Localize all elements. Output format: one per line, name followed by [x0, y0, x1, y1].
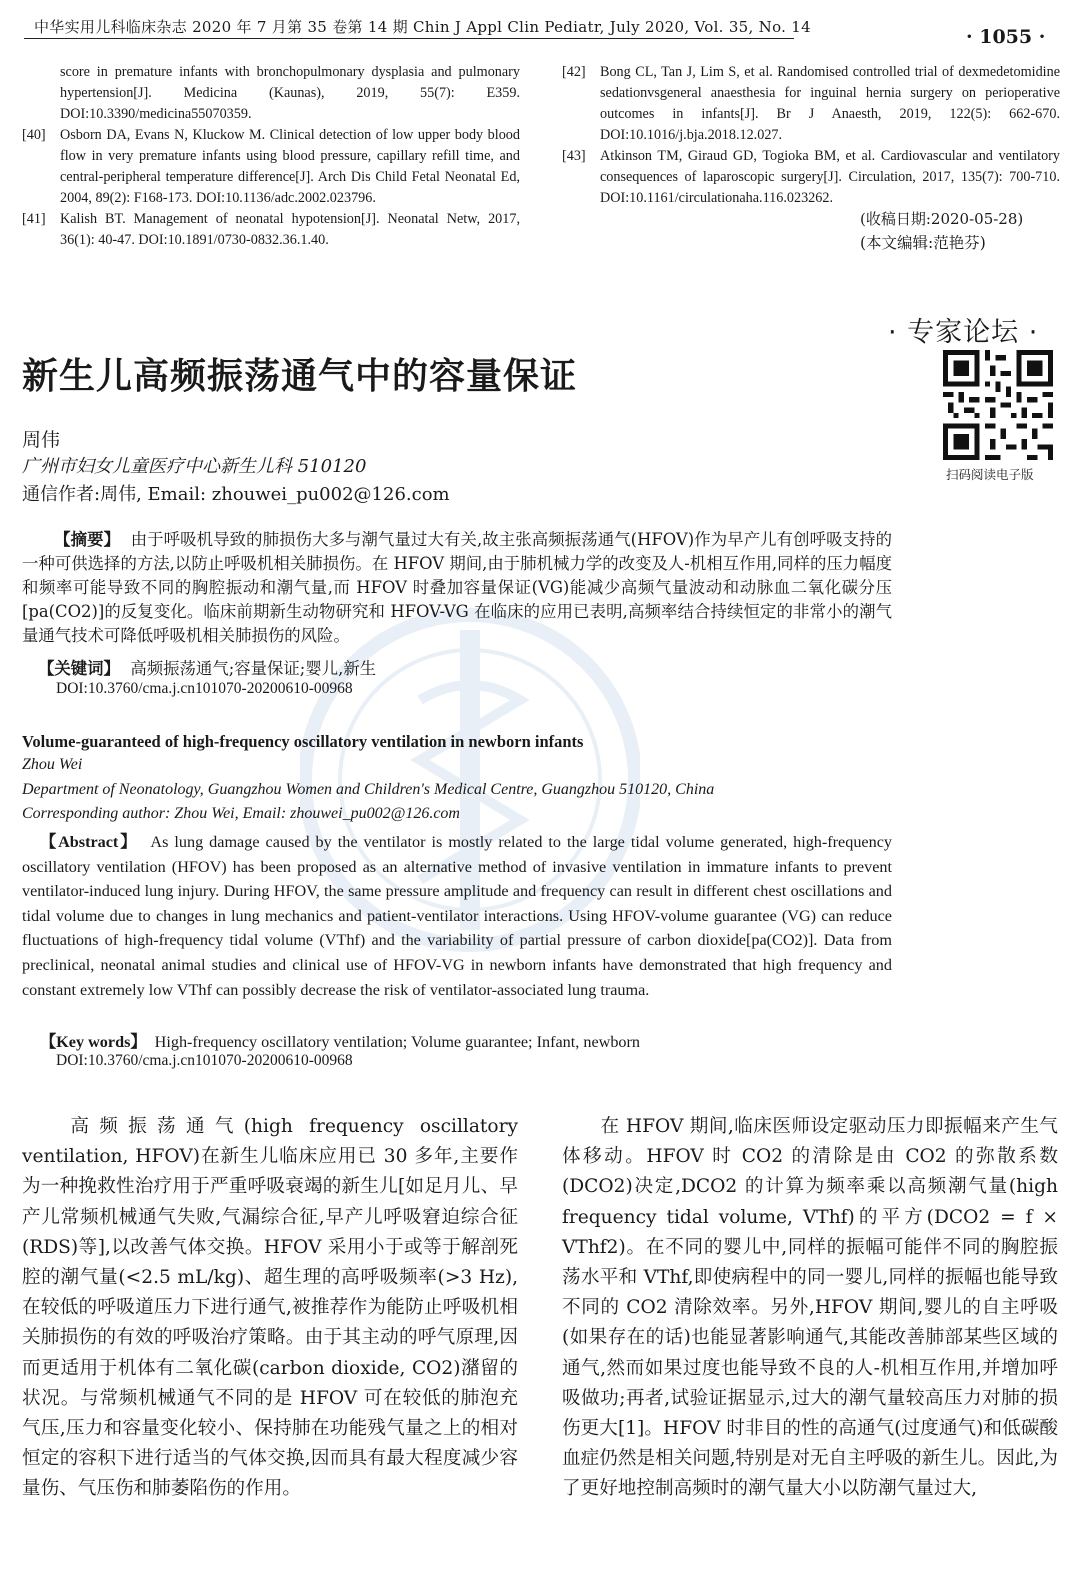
reference-text: Atkinson TM, Giraud GD, Togioka BM, et al. Cardiovascular and ventilatory consequences of laparoscopic surgery[J]. Circulation, 2017, 135(7): 700-710. DOI:10.1161/circulationaha.116.023262. — [600, 148, 1060, 206]
reference-text: Bong CL, Tan J, Lim S, et al. Randomised controlled trial of dexmedetomidine sedationvsgeneral anaesthesia for inguinal hernia surgery on perioperative outcomes in infants[J]. Br J Anaesth, 2019, 122(5): 662-670. DOI:10.1016/j.bja.2018.12.027. — [600, 64, 1060, 143]
author-affiliation: 广州市妇女儿童医疗中心新生儿科 510120 — [22, 456, 367, 477]
references-left — [22, 62, 520, 251]
abstract-en — [22, 830, 892, 1002]
editor-note: (本文编辑:范艳芬) — [860, 234, 986, 252]
keywords-cn-label: 【关键词】 — [38, 659, 120, 678]
reference-number: [42] — [562, 64, 586, 80]
reference-text: score in premature infants with bronchopulmonary dysplasia and pulmonary hypertension[J]. Medicina (Kaunas), 2019, 55(7): E359. DOI:10.3390/medicina55070359. — [60, 64, 520, 122]
author-name: 周伟 — [22, 429, 61, 451]
body-paragraph: 高频振荡通气(high frequency oscillatory ventilation, HFOV)在新生儿临床应用已 30 多年,主要作为一种挽救性治疗用于严重呼吸衰竭的新生儿[如足月儿、早产儿常频机械通气失败,气漏综合征,早产儿呼吸窘迫综合征(RDS)等],以改善气体交换。HFOV 采用小于或等于解剖死腔的潮气量(<2.5 mL/kg)、超生理的高呼吸频率(>3 Hz),在较低的呼吸道压力下进行通气,被推荐作为能防止呼吸机相关肺损伤的有效的呼吸治疗策略。由于其主动的呼气原理,因而更适用于机体有二氧化碳(carbon dioxide, CO2)潴留的状况。与常频机械通气不同的是 HFOV 可在较低的肺泡充气压,压力和容量变化较小、保持肺在功能残气量之上的相对恒定的容积下进行适当的气体交换,因而具有最大程度减少容量伤、气压伤和肺萎陷伤的作用。 — [22, 1116, 518, 1500]
section-label: · 专家论坛 · — [888, 317, 1039, 348]
keywords-en — [40, 1028, 640, 1052]
reference-number: [41] — [22, 211, 46, 227]
reference-text: Kalish BT. Management of neonatal hypotension[J]. Neonatal Netw, 2017, 36(1): 40-47. DOI:10.1891/0730-0832.36.1.40. — [60, 211, 520, 248]
article-title: 新生儿高频振荡通气中的容量保证 — [22, 356, 578, 397]
page-number: · 1055 · — [966, 26, 1046, 48]
abstract-en-label: 【Abstract】 — [38, 833, 139, 851]
reference-item — [22, 62, 520, 125]
abstract-cn-text: 由于呼吸机导致的肺损伤大多与潮气量过大有关,故主张高频振荡通气(HFOV)作为早产儿有创呼吸支持的一种可供选择的方法,以防止呼吸机相关肺损伤。在 HFOV 期间,由于肺机械力学的改变及人-机相互作用,同样的压力幅度和频率可能导致不同的胸腔振动和潮气量,而 HFOV 时叠加容量保证(VG)能减少高频气量波动和动脉血二氧化碳分压[pa(CO2)]的反复变化。临床前期新生动物研究和 HFOV-VG 在临床的应用已表明,高频率结合持续恒定的非常小的潮气量通气技术可降低呼吸机相关肺损伤的风险。 — [22, 530, 893, 645]
qr-code-icon[interactable] — [942, 350, 1054, 460]
doi-en[interactable]: DOI:10.3760/cma.j.cn101070-20200610-00968 — [56, 1052, 353, 1069]
reference-item — [562, 146, 1060, 209]
english-author: Zhou Wei — [22, 756, 83, 773]
keywords-cn — [38, 655, 376, 679]
body-paragraph: 在 HFOV 期间,临床医师设定驱动压力即振幅来产生气体移动。HFOV 时 CO2 的清除是由 CO2 的弥散系数(DCO2)决定,DCO2 的计算为频率乘以高频潮气量(high frequency tidal volume, VThf)的平方(DCO2 = f × VThf2)。在不同的婴儿中,同样的振幅可能伴不同的胸腔振荡水平和 VThf,即使病程中的同一婴儿,同样的振幅也能导致不同的 CO2 清除效率。另外,HFOV 期间,婴儿的自主呼吸(如果存在的话)也能显著影响通气,其能改善肺部某些区域的通气,然而如果过度也能导致不良的人-机相互作用,并增加呼吸做功;再者,试验证据显示,过大的潮气量较高压力对肺的损伤更大[1]。HFOV 时非目的性的高通气(过度通气)和低碳酸血症仍然是相关问题,特别是对无自主呼吸的新生儿。因此,为了更好地控制高频时的潮气量大小以防潮气量过大, — [562, 1116, 1058, 1500]
qr-caption: 扫码阅读电子版 — [946, 467, 1034, 482]
keywords-en-text: High-frequency oscillatory ventilation; Volume guarantee; Infant, newborn — [154, 1033, 640, 1051]
keywords-en-label: 【Key words】 — [40, 1033, 147, 1051]
reference-number: [40] — [22, 127, 46, 143]
received-date: (收稿日期:2020-05-28) — [860, 210, 1024, 228]
abstract-en-text: As lung damage caused by the ventilator is mostly related to the large tidal volume generated, high-frequency oscillatory ventilation (HFOV) has been proposed as an alternative method of invasive ventilation in immature infants to prevent ventilator-induced lung injury. During HFOV, the same pressure amplitude and frequency can result in different chest oscillations and tidal volume due to changes in lung mechanics and patient-ventilator interactions. Using HFOV-volume guarantee (VG) can reduce fluctuations of high-frequency tidal volume (VThf) and the variability of partial pressure of carbon dioxide[pa(CO2)]. Data from preclinical, neonatal animal studies and clinical use of HFOV-VG in newborn infants have demonstrated that high frequency and constant extremely low VThf can possibly decrease the risk of ventilator-associated lung trauma. — [22, 833, 892, 999]
reference-item — [22, 125, 520, 209]
abstract-cn — [22, 528, 892, 648]
references-right — [562, 62, 1060, 209]
reference-text: Osborn DA, Evans N, Kluckow M. Clinical detection of low upper body blood flow in very premature infants using blood pressure, capillary refill time, and central-peripheral temperature difference[J]. Arch Dis Child Fetal Neonatal Ed, 2004, 89(2): F168-173. DOI:10.1136/adc.2002.023796. — [60, 127, 520, 206]
reference-item — [562, 62, 1060, 146]
body-column-right — [562, 1112, 1058, 1505]
english-corresponding-author: Corresponding author: Zhou Wei, Email: zhouwei_pu002@126.com — [22, 805, 460, 822]
reference-item — [22, 209, 520, 251]
reference-number: [43] — [562, 148, 586, 164]
keywords-cn-text: 高频振荡通气;容量保证;婴儿,新生 — [130, 659, 377, 678]
body-column-left — [22, 1112, 518, 1505]
english-title: Volume-guaranteed of high-frequency oscillatory ventilation in newborn infants — [22, 732, 584, 751]
corresponding-author: 通信作者:周伟, Email: zhouwei_pu002@126.com — [22, 484, 450, 505]
header-rule — [24, 38, 794, 39]
english-department: Department of Neonatology, Guangzhou Women and Children's Medical Centre, Guangzhou 510120, China — [22, 781, 715, 798]
abstract-cn-label: 【摘要】 — [54, 530, 121, 549]
doi-cn[interactable]: DOI:10.3760/cma.j.cn101070-20200610-00968 — [56, 680, 353, 697]
running-header: 中华实用儿科临床杂志 2020 年 7 月第 35 卷第 14 期 Chin J Appl Clin Pediatr, July 2020, Vol. 35, No. 14 — [34, 18, 811, 36]
